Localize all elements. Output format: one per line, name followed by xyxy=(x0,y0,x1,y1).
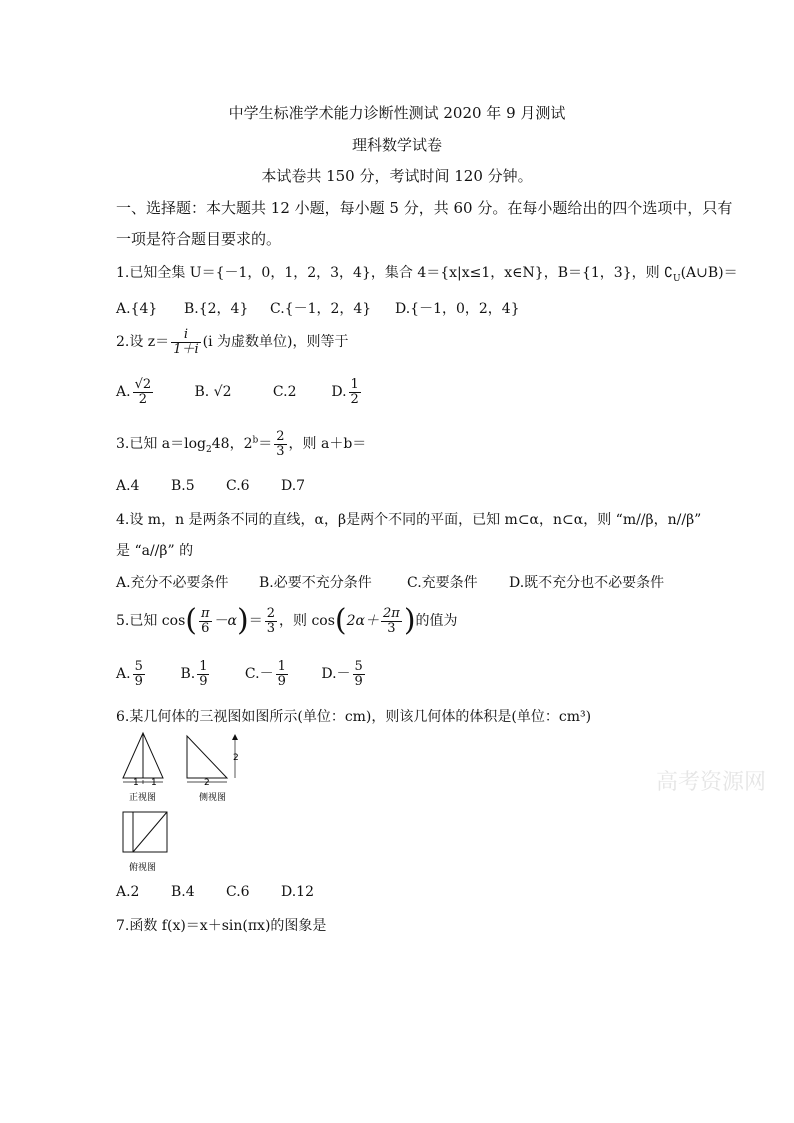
option-d[interactable]: D.{－1，0，2，4} xyxy=(395,301,520,317)
option-c[interactable]: C.－ $\frac{1}{9}$ xyxy=(244,659,286,689)
front-view-label: 正视图 xyxy=(129,793,157,803)
question-7-stem: 7.函数 f(x)＝x＋sin(πx)的图象是 xyxy=(116,918,327,934)
exam-title: 中学生标准学术能力诊断性测试 2020 年 9 月测试 xyxy=(228,104,566,122)
question-4-stem-cont: 是 “a//β” 的 xyxy=(116,543,194,559)
question-1-text: 1.已知全集 U＝{－1，0，1，2，3，4}，集合 4＝{x|x≤1，x∈N}，B＝{1，3}，则 ∁ xyxy=(116,265,673,281)
question-4-stem: 4.设 m，n 是两条不同的直线，α，β是两个不同的平面，已知 m⊂α，n⊂α，则 “m//β，n//β” xyxy=(116,512,702,528)
exam-info: 本试卷共 150 分，考试时间 120 分钟。 xyxy=(261,167,533,185)
frac-numerator: i xyxy=(171,328,200,343)
option-c[interactable]: C.6 xyxy=(226,478,250,494)
dim-side-bottom: 2 xyxy=(204,778,210,788)
option-c[interactable]: C.2 xyxy=(272,384,297,401)
option-a[interactable]: A.充分不必要条件 xyxy=(116,575,229,591)
option-b[interactable]: B. $\frac{1}{9}$ xyxy=(180,659,208,689)
option-b[interactable]: B.5 xyxy=(171,478,195,494)
option-d[interactable]: D. $\frac{1}{2}$ xyxy=(331,377,359,407)
dim-front-left: 1 xyxy=(133,778,139,788)
question-1-stem xyxy=(116,262,738,284)
option-b[interactable]: B.4 xyxy=(171,884,195,900)
question-6-options xyxy=(116,884,314,900)
question-1-options xyxy=(116,298,520,318)
option-a[interactable]: A.{4} xyxy=(116,301,158,317)
option-b[interactable]: B.{2，4} xyxy=(184,301,249,317)
option-c[interactable]: C.{－1，2，4} xyxy=(270,301,372,317)
question-6-stem: 6.某几何体的三视图如图所示(单位：cm)，则该几何体的体积是(单位：cm³) xyxy=(116,709,592,725)
option-b[interactable]: B.必要不充分条件 xyxy=(259,575,372,591)
front-view xyxy=(123,733,163,784)
option-b[interactable]: B. √2 xyxy=(194,384,232,401)
question-2-options xyxy=(116,378,363,406)
option-a[interactable]: A.2 xyxy=(116,884,140,900)
question-4-options xyxy=(116,572,664,592)
question-3-options xyxy=(116,478,305,494)
three-view-figure xyxy=(115,730,275,880)
complement-subscript: U xyxy=(672,273,681,284)
watermark: 高考资源网 xyxy=(656,770,767,795)
side-view xyxy=(187,734,238,782)
question-5-stem: 5.已知 cos( $\frac{\pi}{6}$ －α)＝ $\frac{2}{3}$ ，则 cos(2α＋ $\frac{2\pi}{3}$ )的值为 xyxy=(116,603,458,638)
frac-denominator: 1＋i xyxy=(173,341,199,357)
option-d[interactable]: D.既不充分也不必要条件 xyxy=(509,575,665,591)
question-2-stem: 2.设 z＝ $\frac{i}{1+i}$ (i 为虚数单位)，则等于 xyxy=(116,327,349,357)
question-3-stem: 3.已知 $a=\log_248$，$2^b=$ $\frac{2}{3}$ ，则 a＋b＝ xyxy=(116,429,367,459)
top-view-label: 俯视图 xyxy=(129,863,157,873)
section-heading: 一、选择题：本大题共 12 小题，每小题 5 分，共 60 分。在每小题给出的四个选项中，只有 xyxy=(116,199,733,217)
dim-front-right: 1 xyxy=(151,778,157,788)
option-a[interactable]: A. $\frac{√2}{2}$ xyxy=(116,377,152,407)
option-d[interactable]: D.12 xyxy=(281,884,314,900)
option-d[interactable]: D.－ $\frac{5}{9}$ xyxy=(321,659,363,689)
option-a[interactable]: A.4 xyxy=(116,478,140,494)
option-d[interactable]: D.7 xyxy=(281,478,306,494)
exam-subtitle: 理科数学试卷 xyxy=(351,136,442,154)
top-view xyxy=(123,812,167,852)
option-c[interactable]: C.6 xyxy=(226,884,250,900)
option-c[interactable]: C.充要条件 xyxy=(407,575,478,591)
section-heading-cont: 一项是符合题目要求的。 xyxy=(116,230,282,248)
question-5-options xyxy=(116,660,367,688)
question-1-text-tail: (A∪B)＝ xyxy=(680,265,738,281)
option-a[interactable]: A. $\frac{5}{9}$ xyxy=(116,659,143,689)
side-view-label: 侧视图 xyxy=(199,793,227,803)
dim-side-height: 2 xyxy=(233,753,239,763)
